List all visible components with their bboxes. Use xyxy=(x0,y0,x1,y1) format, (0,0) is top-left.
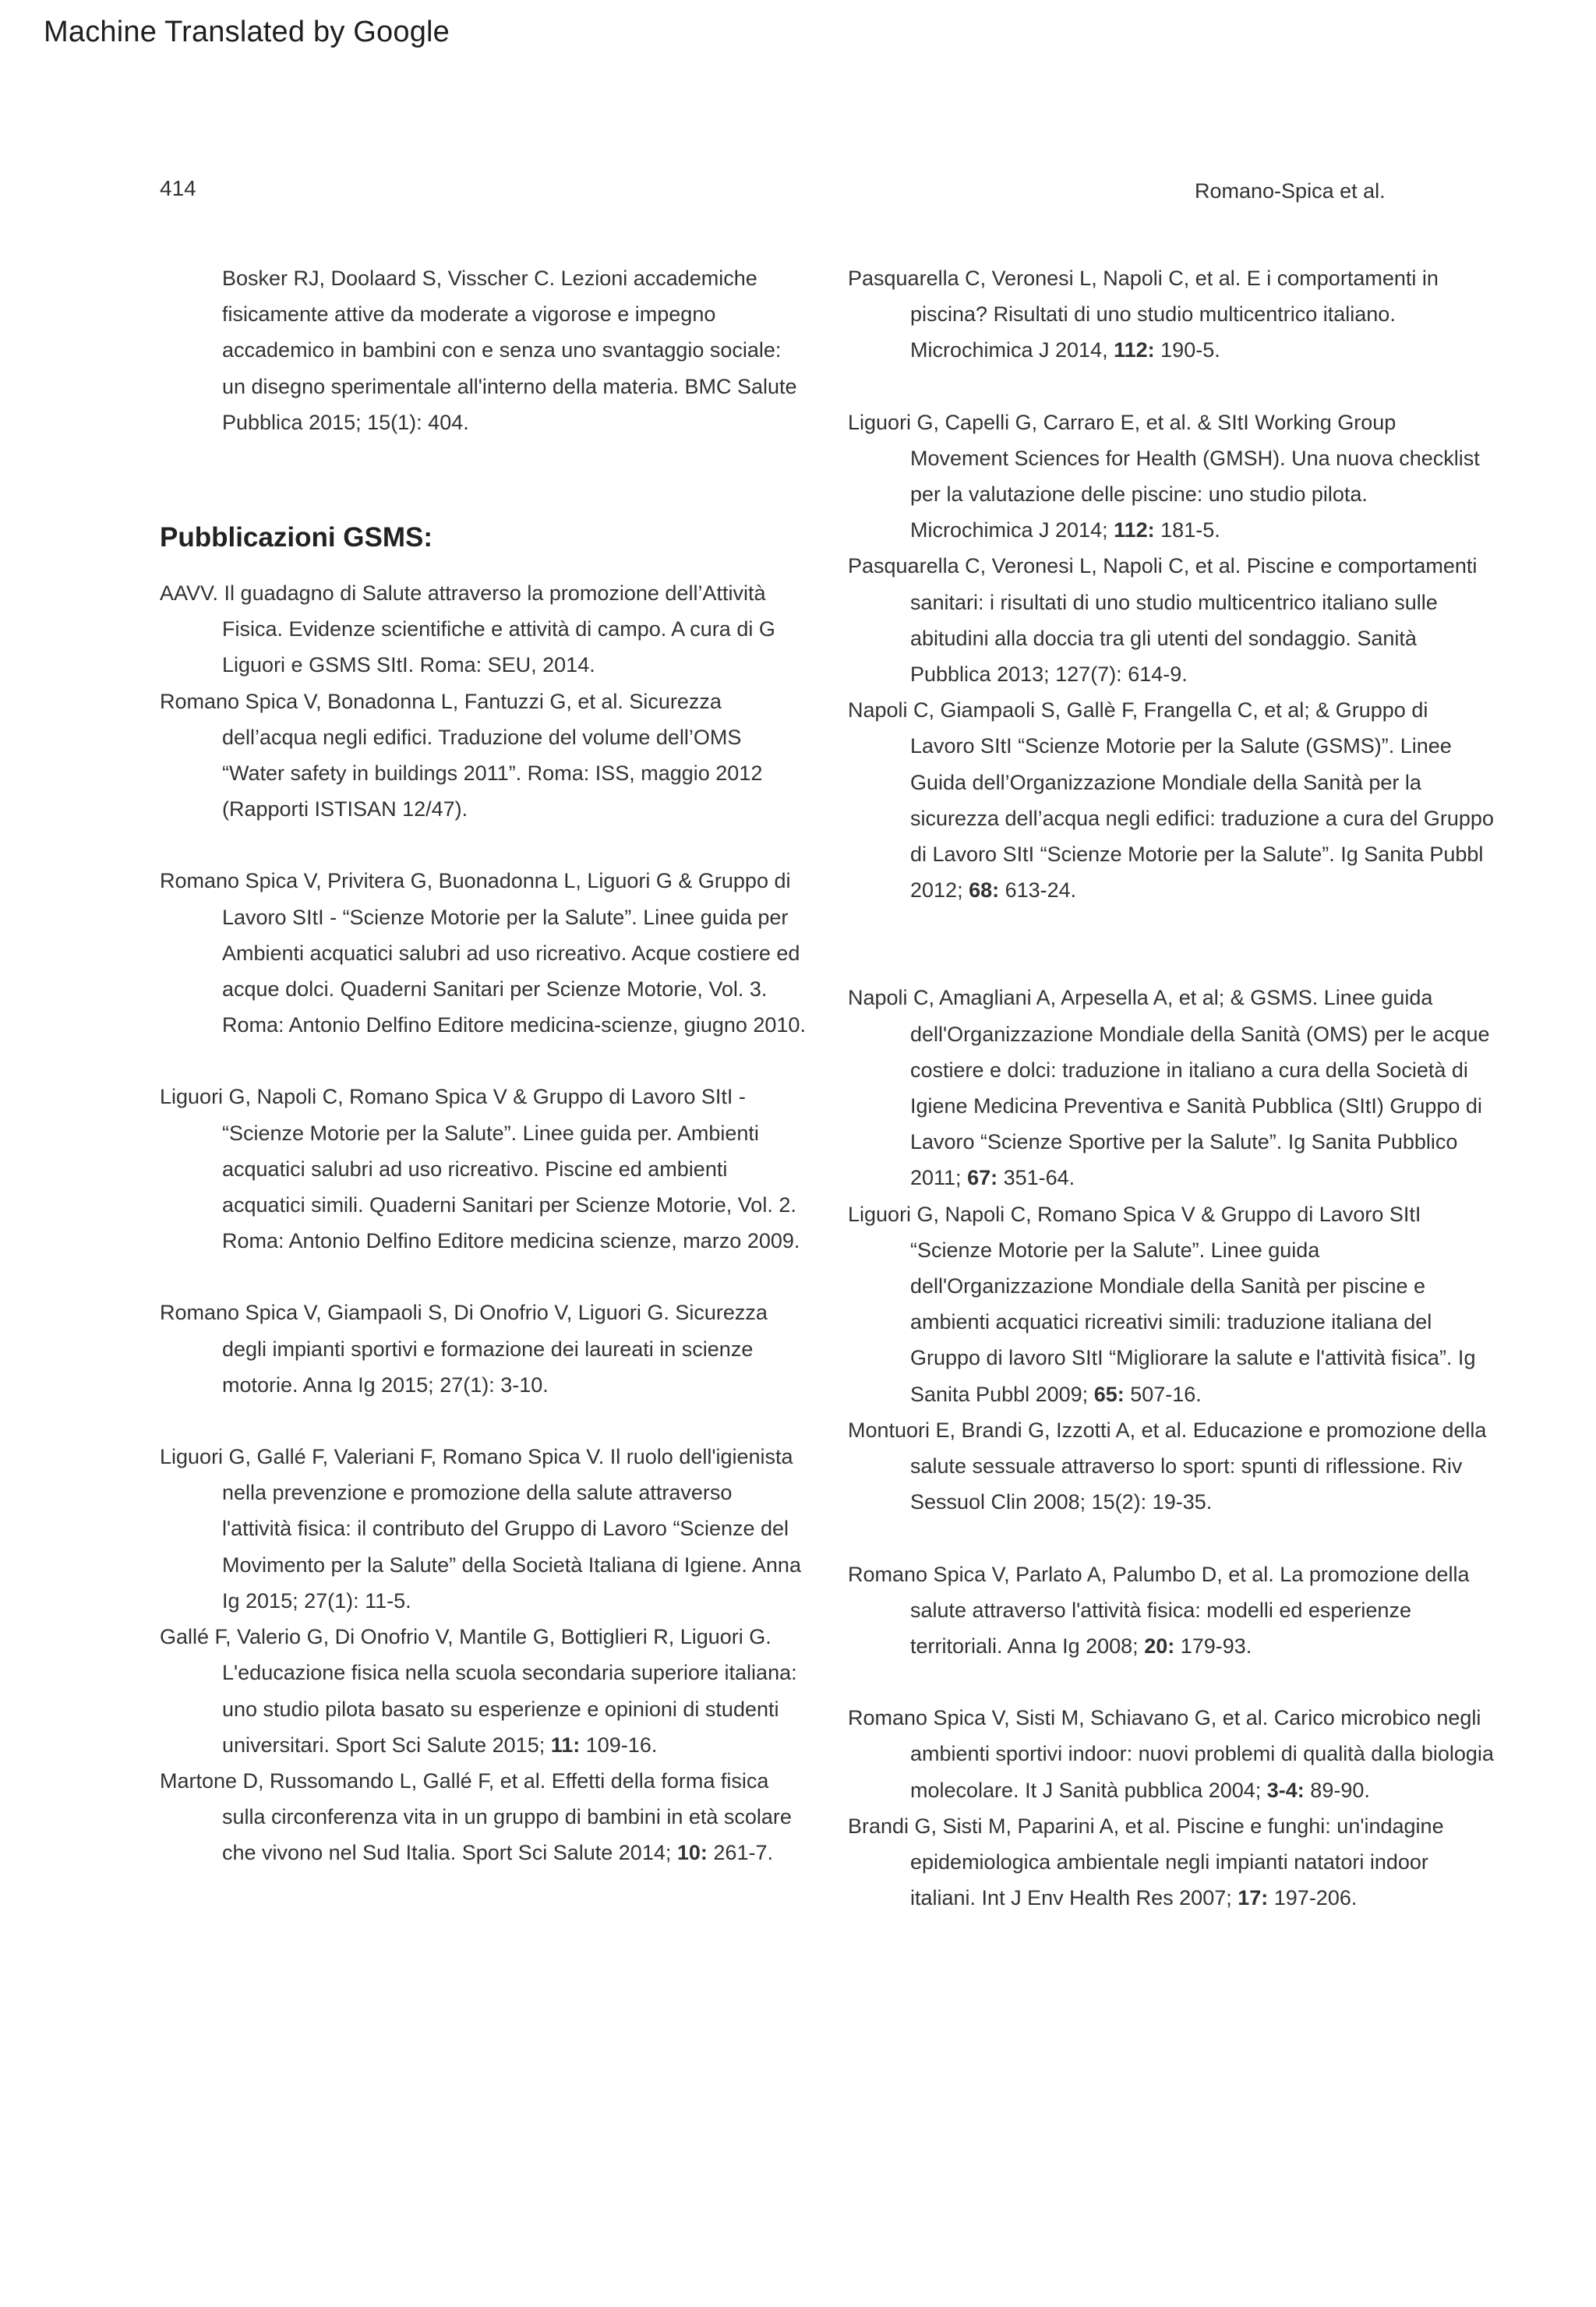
reference-pages: 351-64. xyxy=(998,1166,1075,1190)
reference-entry xyxy=(848,260,1495,369)
reference-text: AAVV. Il guadagno di Salute attraverso la promozione dell’Attività Fisica. Evidenze scientifiche e attività di campo. A cura di G Liguori e GSMS SItI. Roma: SEU, 2014. xyxy=(160,581,775,677)
reference-entry xyxy=(160,863,807,1043)
reference-text: Pasquarella C, Veronesi L, Napoli C, et al. E i comportamenti in piscina? Risultati di uno studio multicentrico italiano. Microchimica J 2014, xyxy=(848,267,1439,362)
spacer xyxy=(160,1259,807,1295)
reference-entry xyxy=(160,1079,807,1259)
reference-entry xyxy=(848,980,1495,1196)
reference-text: Romano Spica V, Privitera G, Buonadonna L, Liguori G & Gruppo di Lavoro SItI - “Scienze Motorie per la Salute”. Linee guida per Ambienti acquatici salubri ad uso ricreativo. Acque costiere ed acque dolci. Quaderni Sanitari per Scienze Motorie, Vol. 3. Roma: Antonio Delfino Editore medicina-scienze, giugno 2010. xyxy=(160,869,806,1037)
left-column xyxy=(160,260,807,1871)
reference-volume: 67: xyxy=(967,1166,998,1190)
reference-text: Montuori E, Brandi G, Izzotti A, et al. Educazione e promozione della salute sessuale attraverso lo sport: spunti di riflessione. Riv Sessuol Clin 2008; 15(2): 19-35. xyxy=(848,1418,1487,1514)
reference-entry xyxy=(160,1619,807,1763)
reference-entry xyxy=(160,575,807,684)
spacer xyxy=(848,369,1495,405)
spacer xyxy=(160,1043,807,1079)
reference-pages: 89-90. xyxy=(1304,1778,1370,1802)
reference-entry xyxy=(848,692,1495,908)
spacer xyxy=(160,1403,807,1439)
reference-volume: 112: xyxy=(1114,518,1155,542)
spacer xyxy=(160,827,807,863)
reference-volume: 112: xyxy=(1114,338,1155,362)
reference-text: Romano Spica V, Giampaoli S, Di Onofrio V, Liguori G. Sicurezza degli impianti sportivi e formazione dei laureati in scienze motorie. Anna Ig 2015; 27(1): 3-10. xyxy=(160,1301,768,1397)
reference-text: Gallé F, Valerio G, Di Onofrio V, Mantile G, Bottiglieri R, Liguori G. L'educazione fisica nella scuola secondaria superiore italiana: uno studio pilota basato su esperienze e opinioni di studenti universitari. Sport Sci Salute 2015; xyxy=(160,1625,797,1757)
reference-text: Liguori G, Napoli C, Romano Spica V & Gruppo di Lavoro SItI “Scienze Motorie per la Salute”. Linee guida dell'Organizzazione Mondiale della Sanità per piscine e ambienti acquatici ricreativi simili: traduzione italiana del Gruppo di lavoro SItI “Migliorare la salute e l'attività fisica”. Ig Sanita Pubbl 2009; xyxy=(848,1202,1476,1406)
reference-volume: 10: xyxy=(676,1841,708,1865)
reference-volume: 65: xyxy=(1093,1382,1125,1406)
right-column xyxy=(848,260,1495,1916)
reference-text: Napoli C, Giampaoli S, Gallè F, Frangella C, et al; & Gruppo di Lavoro SItI “Scienze Motorie per la Salute (GSMS)”. Linee Guida dell’Organizzazione Mondiale della Sanità per la sicurezza dell’acqua negli edifici: traduzione a cura del Gruppo di Lavoro SItI “Scienze Motorie per la Salute”. Ig Sanita Pubbl 2012; xyxy=(848,698,1494,903)
reference-text: Romano Spica V, Parlato A, Palumbo D, et al. La promozione della salute attraverso l'attività fisica: modelli ed esperienze territoriali. Anna Ig 2008; xyxy=(848,1562,1470,1658)
reference-pages: 181-5. xyxy=(1154,518,1220,542)
reference-text: Martone D, Russomando L, Gallé F, et al. Effetti della forma fisica sulla circonferenza vita in un gruppo di bambini in età scolare che vivono nel Sud Italia. Sport Sci Salute 2014; xyxy=(160,1768,792,1865)
machine-translation-banner: Machine Translated by Google xyxy=(44,16,450,48)
reference-entry xyxy=(160,260,807,440)
reference-pages: 179-93. xyxy=(1174,1634,1252,1658)
section-heading: Pubblicazioni GSMS: xyxy=(160,522,433,553)
reference-pages: 613-24. xyxy=(999,878,1077,903)
spacer xyxy=(848,908,1495,980)
reference-entry xyxy=(848,405,1495,549)
reference-text: Romano Spica V, Bonadonna L, Fantuzzi G, et al. Sicurezza dell’acqua negli edifici. Traduzione del volume dell’OMS “Water safety in buildings 2011”. Roma: ISS, maggio 2012 (Rapporti ISTISAN 12/47). xyxy=(160,689,763,821)
reference-entry xyxy=(848,1808,1495,1917)
reference-entry xyxy=(160,684,807,828)
reference-text: Pasquarella C, Veronesi L, Napoli C, et al. Piscine e comportamenti sanitari: i risultati di uno studio multicentrico italiano sulle abitudini alla doccia tra gli utenti del sondaggio. Sanità Pubblica 2013; 127(7): 614-9. xyxy=(848,554,1478,687)
reference-entry xyxy=(160,1439,807,1619)
reference-text: Romano Spica V, Sisti M, Schiavano G, et al. Carico microbico negli ambienti sportivi indoor: nuovi problemi di qualità dalla biologia molecolare. It J Sanità pubblica 2004; xyxy=(848,1706,1494,1802)
reference-volume: 20: xyxy=(1144,1634,1175,1658)
reference-volume: 3-4: xyxy=(1266,1778,1305,1802)
reference-text: Napoli C, Amagliani A, Arpesella A, et al; & GSMS. Linee guida dell'Organizzazione Mondiale della Sanità (OMS) per le acque costiere e dolci: traduzione in italiano a cura della Società di Igiene Medicina Preventiva e Sanità Pubblica (SItI) Gruppo di Lavoro “Scienze Sportive per la Salute”. Ig Sanita Pubblico 2011; xyxy=(848,986,1490,1190)
reference-entry xyxy=(848,548,1495,692)
spacer xyxy=(848,1521,1495,1556)
running-head: Romano-Spica et al. xyxy=(1195,179,1386,203)
reference-text: Liguori G, Capelli G, Carraro E, et al. & SItI Working Group Movement Sciences for Health (GMSH). Una nuova checklist per la valutazione delle piscine: uno studio pilota. Microchimica J 2014; xyxy=(848,410,1480,542)
reference-pages: 261-7. xyxy=(707,1841,773,1865)
reference-text: Liguori G, Gallé F, Valeriani F, Romano Spica V. Il ruolo dell'igienista nella prevenzione e promozione della salute attraverso l'attività fisica: il contributo del Gruppo di Lavoro “Scienze del Movimento per la Salute” della Società Italiana di Igiene. Anna Ig 2015; 27(1): 11-5. xyxy=(160,1445,801,1613)
page-number: 414 xyxy=(160,176,196,200)
spacer xyxy=(848,1664,1495,1700)
reference-pages: 190-5. xyxy=(1154,338,1220,362)
reference-entry xyxy=(848,1412,1495,1521)
reference-pages: 109-16. xyxy=(580,1733,658,1757)
reference-entry xyxy=(848,1196,1495,1412)
reference-entry xyxy=(160,1295,807,1403)
reference-pages: 507-16. xyxy=(1124,1382,1202,1406)
reference-volume: 11: xyxy=(550,1733,581,1757)
reference-entry xyxy=(160,1763,807,1871)
reference-text: Bosker RJ, Doolaard S, Visscher C. Lezioni accademiche fisicamente attive da moderate a vigorose e impegno accademico in bambini con e senza uno svantaggio sociale: un disegno sperimentale all'interno della materia. BMC Salute Pubblica 2015; 15(1): 404. xyxy=(222,267,797,434)
reference-volume: 68: xyxy=(969,878,1000,903)
reference-text: Brandi G, Sisti M, Paparini A, et al. Piscine e funghi: un'indagine epidemiologica ambientale negli impianti natatori indoor italiani. Int J Env Health Res 2007; xyxy=(848,1814,1444,1910)
spacer xyxy=(160,440,807,518)
reference-pages: 197-206. xyxy=(1268,1886,1358,1910)
reference-entry xyxy=(848,1700,1495,1808)
reference-volume: 17: xyxy=(1238,1886,1269,1910)
reference-entry xyxy=(848,1556,1495,1665)
reference-text: Liguori G, Napoli C, Romano Spica V & Gruppo di Lavoro SItI - “Scienze Motorie per la Salute”. Linee guida per. Ambienti acquatici salubri ad uso ricreativo. Piscine ed ambienti acquatici simili. Quaderni Sanitari per Scienze Motorie, Vol. 2. Roma: Antonio Delfino Editore medicina scienze, marzo 2009. xyxy=(160,1085,800,1253)
